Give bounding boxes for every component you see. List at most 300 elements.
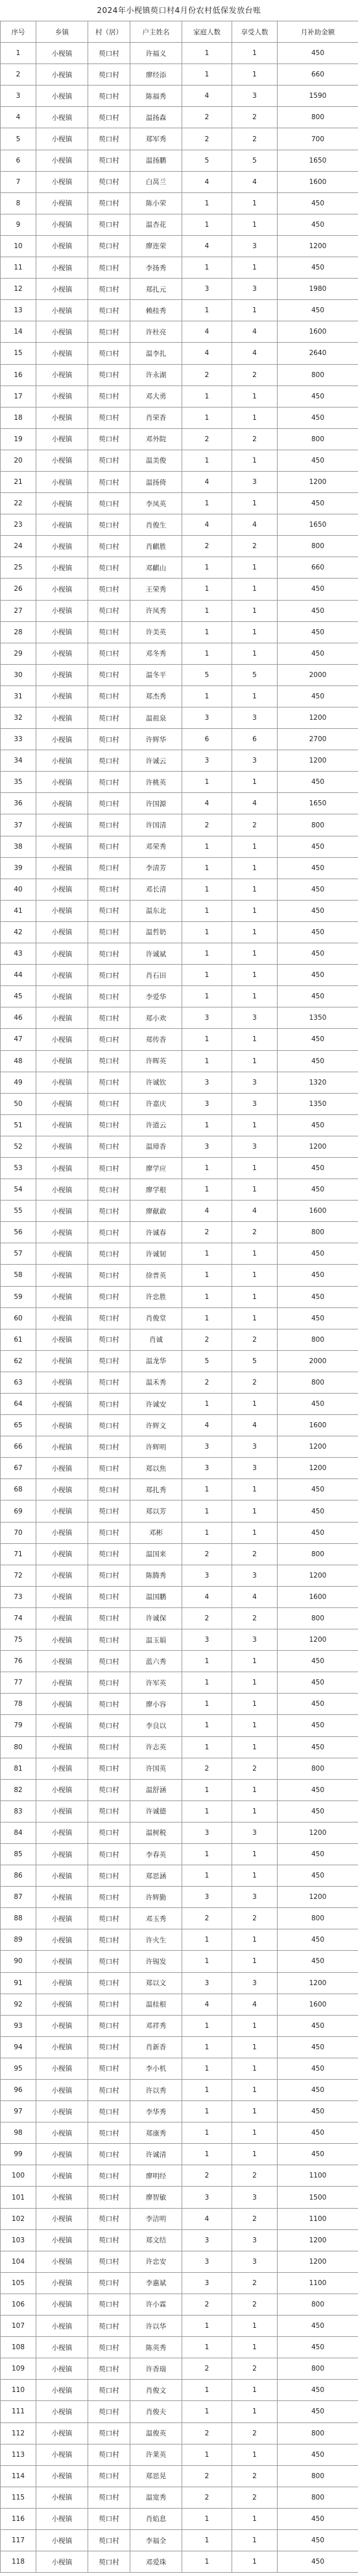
- cell-town: 小枧镇: [36, 1736, 88, 1758]
- cell-monthly-amount: 450: [278, 2144, 358, 2165]
- cell-family-size: 2: [182, 364, 232, 385]
- cell-village: 萸口村: [88, 128, 130, 150]
- cell-family-size: 1: [182, 2101, 232, 2122]
- cell-monthly-amount: 800: [278, 2487, 358, 2508]
- cell-family-size: 2: [182, 814, 232, 836]
- table-row: [1, 428, 358, 450]
- cell-town: 小枧镇: [36, 1501, 88, 1522]
- cell-town: 小枧镇: [36, 600, 88, 621]
- cell-family-size: 4: [182, 321, 232, 343]
- table-row: [1, 2380, 358, 2401]
- cell-family-size: 5: [182, 150, 232, 171]
- cell-family-size: 1: [182, 921, 232, 943]
- cell-family-size: 1: [182, 1286, 232, 1307]
- cell-village: 萸口村: [88, 1222, 130, 1243]
- cell-village: 萸口村: [88, 1843, 130, 1865]
- cell-household-head: 许晖英: [130, 1050, 182, 1072]
- cell-family-size: 1: [182, 1114, 232, 1136]
- cell-family-size: 4: [182, 471, 232, 492]
- cell-beneficiaries: 1: [232, 1286, 278, 1307]
- cell-family-size: 1: [182, 900, 232, 921]
- cell-village: 萸口村: [88, 2380, 130, 2401]
- cell-index: 27: [1, 600, 36, 621]
- cell-monthly-amount: 800: [278, 2465, 358, 2487]
- cell-village: 萸口村: [88, 1179, 130, 1201]
- cell-town: 小枧镇: [36, 428, 88, 450]
- cell-beneficiaries: 1: [232, 1050, 278, 1072]
- table-row: [1, 1007, 358, 1029]
- cell-family-size: 1: [182, 643, 232, 664]
- cell-household-head: 李洁明: [130, 2208, 182, 2229]
- table-row: [1, 128, 358, 150]
- cell-index: 49: [1, 1072, 36, 1093]
- table-row: [1, 2251, 358, 2272]
- cell-beneficiaries: 3: [232, 707, 278, 729]
- table-row: [1, 107, 358, 128]
- cell-town: 小枧镇: [36, 2080, 88, 2101]
- cell-town: 小枧镇: [36, 986, 88, 1007]
- cell-village: 萸口村: [88, 2337, 130, 2358]
- cell-village: 萸口村: [88, 2444, 130, 2465]
- cell-beneficiaries: 1: [232, 1394, 278, 1415]
- cell-household-head: 许诚韧: [130, 1243, 182, 1265]
- table-row: [1, 1908, 358, 1929]
- cell-monthly-amount: 2000: [278, 664, 358, 685]
- table-row: [1, 2422, 358, 2444]
- cell-town: 小枧镇: [36, 2015, 88, 2036]
- table-row: [1, 1779, 358, 1800]
- cell-town: 小枧镇: [36, 685, 88, 707]
- cell-beneficiaries: 1: [232, 986, 278, 1007]
- cell-household-head: 廖智敏: [130, 2187, 182, 2208]
- cell-beneficiaries: 1: [232, 1715, 278, 1736]
- cell-town: 小枧镇: [36, 235, 88, 257]
- cell-household-head: 李爱华: [130, 986, 182, 1007]
- cell-village: 萸口村: [88, 1243, 130, 1265]
- cell-index: 60: [1, 1307, 36, 1329]
- cell-beneficiaries: 2: [232, 536, 278, 557]
- cell-index: 39: [1, 857, 36, 879]
- cell-family-size: 4: [182, 235, 232, 257]
- cell-index: 71: [1, 1543, 36, 1565]
- cell-town: 小枧镇: [36, 364, 88, 385]
- cell-household-head: 廖小容: [130, 1694, 182, 1715]
- cell-beneficiaries: 3: [232, 1887, 278, 1908]
- cell-beneficiaries: 3: [232, 1822, 278, 1843]
- cell-family-size: 1: [182, 1715, 232, 1736]
- cell-monthly-amount: 450: [278, 772, 358, 793]
- cell-village: 萸口村: [88, 685, 130, 707]
- cell-index: 83: [1, 1800, 36, 1822]
- cell-household-head: 肖俊堂: [130, 1307, 182, 1329]
- cell-monthly-amount: 450: [278, 579, 358, 600]
- cell-town: 小枧镇: [36, 343, 88, 364]
- cell-household-head: 赖桂秀: [130, 300, 182, 321]
- cell-beneficiaries: 1: [232, 579, 278, 600]
- cell-village: 萸口村: [88, 2101, 130, 2122]
- cell-town: 小枧镇: [36, 1093, 88, 1114]
- cell-town: 小枧镇: [36, 2358, 88, 2380]
- cell-household-head: 肖麒胜: [130, 536, 182, 557]
- cell-family-size: 3: [182, 1972, 232, 1994]
- cell-family-size: 1: [182, 579, 232, 600]
- cell-monthly-amount: 660: [278, 64, 358, 86]
- cell-household-head: 许杜亮: [130, 321, 182, 343]
- cell-family-size: 4: [182, 1586, 232, 1607]
- cell-index: 53: [1, 1157, 36, 1179]
- cell-family-size: 2: [182, 107, 232, 128]
- cell-monthly-amount: 1200: [278, 1972, 358, 1994]
- cell-village: 萸口村: [88, 2529, 130, 2551]
- table-row: [1, 921, 358, 943]
- cell-index: 22: [1, 493, 36, 514]
- cell-beneficiaries: 1: [232, 300, 278, 321]
- cell-monthly-amount: 450: [278, 1929, 358, 1951]
- cell-index: 75: [1, 1629, 36, 1651]
- cell-beneficiaries: 2: [232, 428, 278, 450]
- cell-index: 38: [1, 836, 36, 857]
- cell-monthly-amount: 800: [278, 2294, 358, 2315]
- cell-family-size: 1: [182, 2316, 232, 2337]
- cell-beneficiaries: 1: [232, 600, 278, 621]
- cell-beneficiaries: 5: [232, 150, 278, 171]
- cell-town: 小枧镇: [36, 2401, 88, 2422]
- cell-village: 萸口村: [88, 64, 130, 86]
- cell-town: 小枧镇: [36, 1157, 88, 1179]
- table-row: [1, 557, 358, 579]
- cell-index: 41: [1, 900, 36, 921]
- cell-town: 小枧镇: [36, 1458, 88, 1479]
- cell-index: 4: [1, 107, 36, 128]
- table-row: [1, 514, 358, 536]
- table-row: [1, 1736, 358, 1758]
- cell-index: 78: [1, 1694, 36, 1715]
- cell-beneficiaries: 1: [232, 2101, 278, 2122]
- cell-family-size: 2: [182, 1908, 232, 1929]
- cell-town: 小枧镇: [36, 1672, 88, 1694]
- cell-village: 萸口村: [88, 750, 130, 772]
- table-row: [1, 2036, 358, 2058]
- cell-town: 小枧镇: [36, 171, 88, 192]
- cell-monthly-amount: 800: [278, 1908, 358, 1929]
- cell-family-size: 2: [182, 128, 232, 150]
- cell-monthly-amount: 1200: [278, 1629, 358, 1651]
- cell-beneficiaries: 2: [232, 2422, 278, 2444]
- cell-village: 萸口村: [88, 1050, 130, 1072]
- cell-index: 95: [1, 2058, 36, 2079]
- cell-beneficiaries: 2: [232, 1908, 278, 1929]
- table-row: [1, 321, 358, 343]
- cell-monthly-amount: 1100: [278, 2272, 358, 2294]
- cell-monthly-amount: 450: [278, 1800, 358, 1822]
- header-village: 村（居）: [88, 21, 130, 43]
- cell-household-head: 许军英: [130, 1672, 182, 1694]
- cell-town: 小枧镇: [36, 1565, 88, 1586]
- cell-index: 28: [1, 621, 36, 643]
- cell-household-head: 许嘉庆: [130, 1093, 182, 1114]
- cell-town: 小枧镇: [36, 536, 88, 557]
- cell-village: 萸口村: [88, 1522, 130, 1543]
- cell-town: 小枧镇: [36, 1843, 88, 1865]
- cell-beneficiaries: 1: [232, 1479, 278, 1501]
- cell-family-size: 3: [182, 2187, 232, 2208]
- cell-village: 萸口村: [88, 2208, 130, 2229]
- cell-beneficiaries: 4: [232, 1415, 278, 1436]
- cell-family-size: 2: [182, 2465, 232, 2487]
- cell-monthly-amount: 450: [278, 2337, 358, 2358]
- cell-village: 萸口村: [88, 343, 130, 364]
- cell-monthly-amount: 450: [278, 300, 358, 321]
- cell-household-head: 李清芳: [130, 857, 182, 879]
- cell-household-head: 许凤秀: [130, 600, 182, 621]
- cell-beneficiaries: 2: [232, 2165, 278, 2187]
- cell-beneficiaries: 1: [232, 965, 278, 986]
- cell-beneficiaries: 1: [232, 1951, 278, 1972]
- cell-household-head: 邓玉秀: [130, 1908, 182, 1929]
- cell-household-head: 温杏花: [130, 214, 182, 235]
- cell-household-head: 温桂根: [130, 1994, 182, 2015]
- cell-family-size: 1: [182, 1736, 232, 1758]
- cell-town: 小枧镇: [36, 407, 88, 428]
- cell-village: 萸口村: [88, 2358, 130, 2380]
- cell-index: 108: [1, 2337, 36, 2358]
- table-row: [1, 1929, 358, 1951]
- table-row: [1, 407, 358, 428]
- cell-village: 萸口村: [88, 1350, 130, 1372]
- table-row: [1, 1629, 358, 1651]
- cell-monthly-amount: 450: [278, 2080, 358, 2101]
- cell-village: 萸口村: [88, 643, 130, 664]
- cell-household-head: 郑以焦: [130, 1458, 182, 1479]
- table-row: [1, 2508, 358, 2529]
- cell-town: 小枧镇: [36, 900, 88, 921]
- cell-index: 35: [1, 772, 36, 793]
- cell-monthly-amount: 450: [278, 1157, 358, 1179]
- cell-beneficiaries: 1: [232, 257, 278, 279]
- cell-town: 小枧镇: [36, 1029, 88, 1050]
- table-row: [1, 2444, 358, 2465]
- table-row: [1, 2358, 358, 2380]
- cell-town: 小枧镇: [36, 921, 88, 943]
- cell-family-size: 1: [182, 2529, 232, 2551]
- cell-index: 43: [1, 943, 36, 965]
- table-row: [1, 1865, 358, 1887]
- cell-beneficiaries: 2: [232, 1372, 278, 1393]
- cell-town: 小枧镇: [36, 2294, 88, 2315]
- cell-monthly-amount: 450: [278, 1843, 358, 1865]
- cell-household-head: 白莴兰: [130, 171, 182, 192]
- cell-town: 小枧镇: [36, 814, 88, 836]
- cell-town: 小枧镇: [36, 2422, 88, 2444]
- cell-village: 萸口村: [88, 986, 130, 1007]
- cell-index: 110: [1, 2380, 36, 2401]
- cell-beneficiaries: 1: [232, 450, 278, 471]
- cell-family-size: 2: [182, 1607, 232, 1629]
- cell-household-head: 许莱英: [130, 2444, 182, 2465]
- cell-index: 99: [1, 2144, 36, 2165]
- cell-village: 萸口村: [88, 43, 130, 64]
- cell-index: 50: [1, 1093, 36, 1114]
- cell-town: 小枧镇: [36, 2122, 88, 2144]
- cell-beneficiaries: 3: [232, 1136, 278, 1157]
- cell-family-size: 3: [182, 1436, 232, 1458]
- table-row: [1, 2337, 358, 2358]
- cell-family-size: 6: [182, 729, 232, 750]
- cell-household-head: 温东北: [130, 900, 182, 921]
- cell-household-head: 郑扎秀: [130, 1479, 182, 1501]
- cell-beneficiaries: 1: [232, 557, 278, 579]
- cell-beneficiaries: 3: [232, 1436, 278, 1458]
- cell-village: 萸口村: [88, 1072, 130, 1093]
- cell-village: 萸口村: [88, 536, 130, 557]
- cell-beneficiaries: 3: [232, 1007, 278, 1029]
- cell-household-head: 郑思涵: [130, 1865, 182, 1887]
- cell-beneficiaries: 5: [232, 664, 278, 685]
- cell-beneficiaries: 1: [232, 857, 278, 879]
- cell-town: 小枧镇: [36, 750, 88, 772]
- cell-monthly-amount: 800: [278, 1329, 358, 1350]
- table-row: [1, 1072, 358, 1093]
- cell-town: 小枧镇: [36, 1887, 88, 1908]
- table-row: [1, 1479, 358, 1501]
- cell-village: 萸口村: [88, 1136, 130, 1157]
- cell-village: 萸口村: [88, 1994, 130, 2015]
- cell-index: 81: [1, 1758, 36, 1779]
- cell-town: 小枧镇: [36, 1114, 88, 1136]
- cell-village: 萸口村: [88, 2165, 130, 2187]
- cell-index: 56: [1, 1222, 36, 1243]
- cell-monthly-amount: 450: [278, 836, 358, 857]
- cell-village: 萸口村: [88, 1093, 130, 1114]
- cell-village: 萸口村: [88, 1501, 130, 1522]
- table-row: [1, 2165, 358, 2187]
- cell-beneficiaries: 5: [232, 1350, 278, 1372]
- cell-beneficiaries: 1: [232, 2551, 278, 2573]
- cell-household-head: 廖经添: [130, 64, 182, 86]
- cell-beneficiaries: 1: [232, 621, 278, 643]
- table-row: [1, 1565, 358, 1586]
- cell-village: 萸口村: [88, 1887, 130, 1908]
- cell-household-head: 许国清: [130, 814, 182, 836]
- cell-beneficiaries: 1: [232, 493, 278, 514]
- header-household-head: 户主姓名: [130, 21, 182, 43]
- cell-beneficiaries: 1: [232, 2337, 278, 2358]
- cell-family-size: 1: [182, 986, 232, 1007]
- cell-family-size: 1: [182, 1800, 232, 1822]
- cell-village: 萸口村: [88, 1651, 130, 1672]
- cell-monthly-amount: 1600: [278, 321, 358, 343]
- cell-household-head: 许诚德: [130, 1800, 182, 1822]
- cell-index: 89: [1, 1929, 36, 1951]
- cell-monthly-amount: 450: [278, 2529, 358, 2551]
- cell-household-head: 廖学根: [130, 1179, 182, 1201]
- cell-index: 57: [1, 1243, 36, 1265]
- cell-monthly-amount: 1650: [278, 150, 358, 171]
- cell-monthly-amount: 1350: [278, 1007, 358, 1029]
- cell-household-head: 许锡发: [130, 1951, 182, 1972]
- table-row: [1, 2529, 358, 2551]
- cell-household-head: 温禾秀: [130, 1372, 182, 1393]
- cell-index: 93: [1, 2015, 36, 2036]
- cell-family-size: 1: [182, 1672, 232, 1694]
- cell-monthly-amount: 450: [278, 1050, 358, 1072]
- cell-household-head: 温国来: [130, 1543, 182, 1565]
- cell-monthly-amount: 450: [278, 1307, 358, 1329]
- table-row: [1, 1800, 358, 1822]
- cell-family-size: 1: [182, 2058, 232, 2079]
- cell-index: 92: [1, 1994, 36, 2015]
- cell-town: 小枧镇: [36, 471, 88, 492]
- cell-village: 萸口村: [88, 1394, 130, 1415]
- cell-monthly-amount: 1200: [278, 1565, 358, 1586]
- cell-beneficiaries: 1: [232, 2380, 278, 2401]
- cell-village: 萸口村: [88, 364, 130, 385]
- cell-village: 萸口村: [88, 621, 130, 643]
- cell-family-size: 1: [182, 857, 232, 879]
- cell-monthly-amount: 1590: [278, 86, 358, 107]
- cell-household-head: 徐普英: [130, 1265, 182, 1286]
- cell-monthly-amount: 450: [278, 621, 358, 643]
- table-row: [1, 2015, 358, 2036]
- cell-town: 小枧镇: [36, 2465, 88, 2487]
- cell-household-head: 温玉娟: [130, 1629, 182, 1651]
- cell-town: 小枧镇: [36, 1050, 88, 1072]
- cell-town: 小枧镇: [36, 1307, 88, 1329]
- cell-beneficiaries: 1: [232, 1736, 278, 1758]
- cell-family-size: 3: [182, 1007, 232, 1029]
- cell-beneficiaries: 2: [232, 2358, 278, 2380]
- cell-village: 萸口村: [88, 107, 130, 128]
- cell-index: 118: [1, 2551, 36, 2573]
- cell-household-head: 肖诚: [130, 1329, 182, 1350]
- cell-household-head: 许道云: [130, 1114, 182, 1136]
- table-row: [1, 2229, 358, 2251]
- cell-family-size: 1: [182, 2080, 232, 2101]
- cell-monthly-amount: 660: [278, 557, 358, 579]
- cell-household-head: 郑小欢: [130, 1007, 182, 1029]
- table-row: [1, 1672, 358, 1694]
- cell-household-head: 温扬鹏: [130, 150, 182, 171]
- cell-index: 51: [1, 1114, 36, 1136]
- cell-monthly-amount: 450: [278, 900, 358, 921]
- cell-household-head: 肖焰息: [130, 2508, 182, 2529]
- cell-family-size: 4: [182, 2208, 232, 2229]
- cell-household-head: 邓外院: [130, 428, 182, 450]
- cell-beneficiaries: 1: [232, 943, 278, 965]
- cell-family-size: 1: [182, 1479, 232, 1501]
- cell-family-size: 1: [182, 1050, 232, 1072]
- cell-village: 萸口村: [88, 514, 130, 536]
- cell-monthly-amount: 1200: [278, 1822, 358, 1843]
- cell-index: 32: [1, 707, 36, 729]
- cell-family-size: 4: [182, 514, 232, 536]
- cell-beneficiaries: 1: [232, 2015, 278, 2036]
- cell-monthly-amount: 450: [278, 986, 358, 1007]
- cell-index: 11: [1, 257, 36, 279]
- cell-town: 小枧镇: [36, 2551, 88, 2573]
- cell-household-head: 温美俊: [130, 450, 182, 471]
- cell-monthly-amount: 1500: [278, 2187, 358, 2208]
- cell-monthly-amount: 800: [278, 1758, 358, 1779]
- table-row: [1, 192, 358, 214]
- cell-village: 萸口村: [88, 1157, 130, 1179]
- cell-index: 101: [1, 2187, 36, 2208]
- cell-town: 小枧镇: [36, 2101, 88, 2122]
- cell-family-size: 1: [182, 1394, 232, 1415]
- cell-household-head: 肖俊夫: [130, 2401, 182, 2422]
- table-row: [1, 1951, 358, 1972]
- cell-town: 小枧镇: [36, 729, 88, 750]
